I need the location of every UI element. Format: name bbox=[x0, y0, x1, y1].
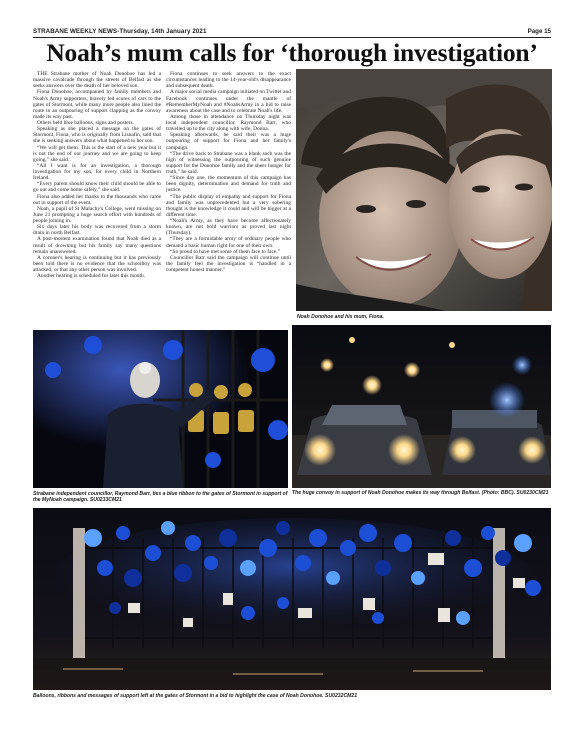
portrait-photo bbox=[296, 69, 552, 311]
balloon bbox=[161, 521, 175, 535]
balloon bbox=[481, 526, 495, 540]
balloon bbox=[204, 556, 218, 570]
article-paragraph: “Since day one, the momentum of this campaign has been dignity, determination and demand for truth and justice. bbox=[166, 175, 291, 194]
article-paragraph: A major social media campaign initiated on Twitter and Facebook continues under the mantle of #RememberMyNoah and #NoahsArmy in a bid to raise awareness about the case and to celebrate Noah's life. bbox=[166, 89, 291, 114]
balloon bbox=[359, 524, 377, 542]
balloon bbox=[259, 539, 277, 557]
balloon bbox=[277, 597, 289, 609]
balloon bbox=[495, 550, 511, 566]
ribbon-photo bbox=[33, 330, 288, 488]
balloon bbox=[185, 535, 201, 551]
balloon bbox=[514, 534, 532, 552]
balloon bbox=[411, 571, 425, 585]
ribbon-photo-drawing bbox=[33, 330, 288, 488]
portrait-photo-drawing bbox=[296, 69, 552, 311]
balloon bbox=[525, 580, 541, 596]
article-paragraph: Noah, a pupil of St Malachy's College, went missing on June 21 prompting a huge search effort with hundreds of people joining in. bbox=[33, 205, 161, 224]
balloon bbox=[241, 606, 255, 620]
gates-caption: Balloons, ribbons and messages of support left at the gates of Stormont in a bid to highlight the case of Noah Donohoe. SU0232CM21 bbox=[33, 693, 358, 699]
article-paragraph: Others held blue balloons, signs and posters. bbox=[37, 120, 134, 126]
gates-photo-drawing bbox=[33, 508, 551, 690]
balloon bbox=[456, 611, 470, 625]
article-paragraph: Councillor Barr said the campaign will continue until the family feel the investigation is “handled in a competent honest manner.” bbox=[166, 254, 291, 273]
article-paragraph: “Noah's Army, as they have become affectionately known, are not bold warriors as proved last night (Thursday). bbox=[166, 218, 291, 237]
balloon bbox=[84, 529, 102, 547]
balloon bbox=[295, 555, 311, 571]
article-column-2 bbox=[166, 71, 291, 327]
portrait-caption: Noah Donohoe and his mum, Fiona. bbox=[297, 314, 384, 320]
balloon bbox=[445, 530, 461, 546]
balloon bbox=[276, 521, 290, 535]
page-number: Page 15 bbox=[527, 28, 551, 35]
balloon bbox=[394, 534, 412, 552]
convoy-photo-drawing bbox=[292, 325, 551, 488]
convoy-caption: The huge convoy in support of Noah Donohoe makes its way through Belfast. (Photo: BBC). SU0230CM21 bbox=[292, 490, 549, 496]
gates-photo bbox=[33, 508, 551, 690]
article-paragraph: “They are a formidable army of ordinary people who demand a basic human right for one of their own. bbox=[166, 236, 291, 249]
balloon bbox=[145, 545, 161, 561]
balloon bbox=[219, 529, 237, 547]
balloon bbox=[326, 571, 340, 585]
balloon bbox=[116, 526, 130, 540]
article-paragraph: Fiona also added her thanks to the thousands who came out in support of the event. bbox=[33, 193, 161, 206]
article-paragraph: A post-mortem examination found that Noah died as a result of drowning but his family say many questions remain unanswered. bbox=[33, 236, 161, 255]
article-paragraph: “All I want is for an investigation, a thorough investigation for my son, for every child in Northern Ireland. bbox=[33, 162, 161, 182]
article-paragraph: A coroner's hearing is continuing but it has previously been told there is no evidence that the schoolboy was attacked, or that any other person was involved. bbox=[33, 254, 161, 273]
convoy-photo bbox=[292, 325, 551, 488]
article-paragraph: Another hearing is scheduled for later this month. bbox=[37, 273, 146, 280]
balloon bbox=[240, 560, 256, 576]
article-paragraph: Six days later his body was recovered from a storm drain in north Belfast. bbox=[33, 224, 161, 237]
balloon bbox=[375, 560, 391, 576]
balloon bbox=[109, 602, 121, 614]
balloon bbox=[464, 559, 482, 577]
article-column-1 bbox=[33, 71, 161, 327]
article-paragraph: THE Strabane mother of Noah Donohoe has led a massive cavalcade through the streets of Belfast as she seeks answers over the death of her beloved son. bbox=[33, 71, 161, 90]
article-paragraph: “So proud to have met some of them face to face.” bbox=[170, 248, 281, 255]
article-paragraph: “The drive back to Strabane was a blank such was the high of witnessing the outpouring of such genuine support for the Donohoe family and the sheer hunger for truth,” he said. bbox=[166, 150, 291, 175]
ribbon-caption: Strabane independent councillor, Raymond Barr, ties a blue ribbon to the gates of Stormont in support of the MyNoah campaign. SU0233CM21 bbox=[33, 491, 288, 503]
balloon bbox=[340, 540, 356, 556]
balloon bbox=[309, 529, 327, 547]
balloon bbox=[124, 569, 142, 587]
balloon bbox=[372, 612, 384, 624]
balloon bbox=[97, 560, 113, 576]
article-paragraph: Speaking afterwards, he said their was a huge outpouring of support for Fiona and her family's campaign. bbox=[166, 132, 291, 151]
publication-line: STRABANE WEEKLY NEWS-Thursday, 14th January 2021 bbox=[33, 28, 207, 35]
article-paragraph: Fiona Donohoe, accompanied by family members and Noah's Army supporters, bravely led scores of cars to the gates of Stormont, while many more people also lined the route in an outpouring of support clapping as the convoy made its way past. bbox=[33, 89, 161, 120]
article-paragraph: “Every parent should know their child should be able to go out and come home safely,” she said. bbox=[33, 181, 161, 194]
article-paragraph: Speaking as she placed a message on the gates of Stormont, Fiona, who is originally from Lisnafin, said that she is seeking answers about what happened to her son. bbox=[33, 126, 161, 145]
article-paragraph: Among those in attendance on Thursday night was local independent councillor, Raymond Barr, who travelled up to the city along with wife, Donna. bbox=[166, 113, 291, 133]
balloon bbox=[174, 564, 192, 582]
article-paragraph: “We will get them. This is the start of a new year but it is not the end of our journey and we are going to keep going,” she said. bbox=[33, 144, 161, 163]
article-paragraph: Fiona continues to seek answers to the exact circumstances leading to the 14-year-old's disappearance and subsequent death. bbox=[166, 71, 291, 90]
article-paragraph: “The public display of empathy and support for Fiona and family was unprecedented but a very sobering thought is the knowledge it could and will be bigger at a different time. bbox=[166, 193, 291, 218]
article-headline: Noah’s mum calls for ‘thorough investigation’ bbox=[46, 38, 538, 67]
